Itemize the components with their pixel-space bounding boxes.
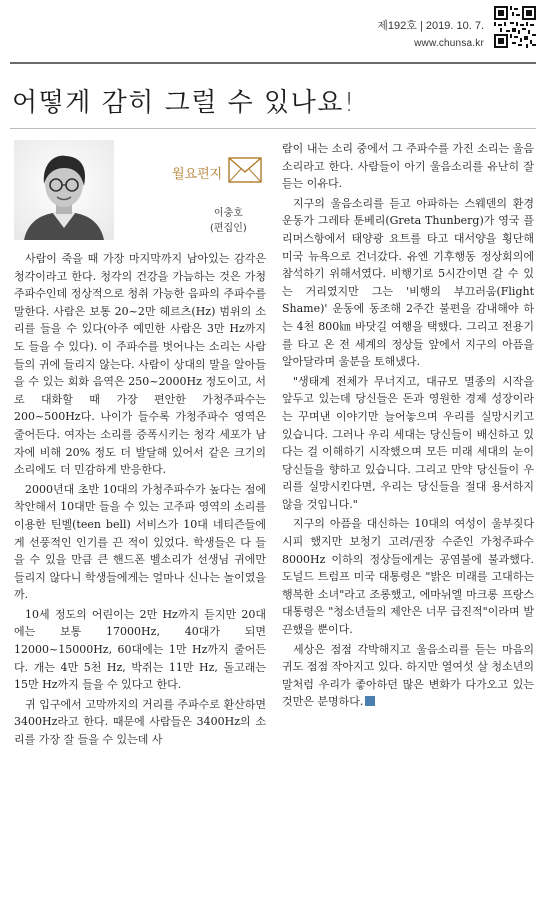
author-role: (편집인) <box>210 223 247 234</box>
quote-paragraph: "생태계 전체가 무너지고, 대규모 멸종의 시작을 앞두고 있는데 당신들은 돈과 영원한 경제 성장이라는 꾸며낸 이야기만 늘어놓으며 우리를 실망시키고 있습니다. 그러나 우리 세대는 당신들이 배신하고 있다는 걸 이해하기 시작했으며 모든 미래 세대의 눈이 당신들을 향하고 있습니다. 그리고 만약 당신들이 우리를 실망시킨다면, 우리는 당신들을 절대 용서하지 않을 것입니다." <box>282 374 534 511</box>
top-divider <box>10 62 536 64</box>
issue-date: 2019. 10. 7. <box>425 20 484 32</box>
issue-date-line <box>377 18 484 35</box>
paragraph: 지구의 아픔을 대신하는 10대의 여성이 울부짖다시피 했지만 보청기 고려/권장 수준인 가청주파수 8000Hz 이하의 정상들에게는 공염불에 불과했다. 도널드 트럼프 미국 대통령은 "밝은 미래를 고대하는 행복한 소녀"라고 조롱했고, 에마뉘엘 마크롱 프랑스 대통령은 "청소년들의 제안은 너무 급진적"이라며 발끈했을 뿐이다. <box>282 517 534 637</box>
closing-text: 세상은 점점 각박해지고 울음소리를 듣는 마음의 귀도 점점 작아지고 있다. 하지만 열여섯 살 청소년의 말처럼 우리가 좋아하던 많은 변화가 다가오고 있는 것만은 분명하다. <box>282 642 534 709</box>
paragraph: 2000년대 초반 10대의 가청주파수가 높다는 점에 착안해서 10대만 들을 수 있는 고주파 영역의 소리를 이용한 틴벨(teen bell) 서비스가 10대 네티즌들에게 선풍적인 인기를 끈 적이 있었다. 학생들은 다 들을 수 있을 만큼 큰 핸드폰 벨소리가 선생님 귀에만 들리지 않다니 학생들에게는 얼마나 신나는 놀이였을까. <box>14 482 266 602</box>
paragraph: 귀 입구에서 고막까지의 거리를 주파수로 환산하면 3400Hz라고 한다. 때문에 사람들은 3400Hz의 소리를 가장 잘 들을 수 있는데 사 <box>14 697 266 747</box>
envelope-icon <box>228 157 262 183</box>
author-name: 이충호 <box>213 208 243 219</box>
end-mark-icon <box>365 696 375 706</box>
paragraph: 10세 정도의 어린이는 2만 Hz까지 듣지만 20대에는 보통 17000Hz, 40대가 되면 12000~15000Hz, 60대에는 1만 Hz까지 줄어든다. 개는 4만 5천 Hz, 박쥐는 11만 Hz, 돌고래는 15만 Hz까지 들을 수 있다고 한다. <box>14 607 266 692</box>
separator: | <box>419 20 426 32</box>
article-headline: 어떻게 감히 그럴 수 있나요! <box>12 88 356 118</box>
paragraph: 사람이 죽을 때 가장 마지막까지 남아있는 감각은 청각이라고 한다. 청각의 건강을 가늠하는 것은 가청주파수인데 정상적으로 청취 가능한 음파의 주파수를 말한다. 사람은 보통 20~2만 헤르츠(Hz) 범위의 소리를 들을 수 있다(아주 예민한 사람은 3만 Hz까지도 들을 수 있다). 이 주파수를 벗어나는 소리는 사람들의 귀에 들리지 않는다. 사람이 상대의 말을 알아들을 수 있는 회화 음역은 250~2000Hz 정도이고, 서로 대화할 때 가장 편안한 가청주파수는 200~500Hz다. 나이가 들수록 가청주파수 영역은 줄어든다. 여자는 소리를 증폭시키는 청각 세포가 남자에 비해 20% 정도 더 발달해 있어서 같은 크기의 소리에도 더 민감하게 반응한다. <box>14 252 266 477</box>
masthead-meta <box>377 18 484 52</box>
paragraph: 지구의 울음소리를 듣고 아파하는 스웨덴의 환경 운동가 그레타 툰베리(Greta Thunberg)가 영국 플리머스항에서 태양광 요트를 타고 대서양을 횡단해 미국 뉴욕으로 건너갔다. 유엔 기후행동 정상회의에 참석하기 위해서였다. 비행기로 5시간이면 갈 수 있는 거리였지만 그는 '비행의 부끄러움(Flight Shame)' 운동에 동조해 2주간 불편을 감내해야 하는 4천 800㎞ 바닷길 여행을 택했다. 그리고 전용기를 타고 온 전 세계의 정상들 앞에서 지구의 아픔을 알아달라며 울분을 토해냈다. <box>282 196 534 369</box>
article-column-left <box>14 250 266 749</box>
closing-paragraph <box>282 641 534 711</box>
author-byline <box>210 206 247 236</box>
section-label: 월요편지 <box>172 167 223 182</box>
paragraph: 람이 내는 소리 중에서 그 주파수를 가진 소리는 울음소리라고 한다. 사람들이 아기 울음소리를 유난히 잘 듣는 이유다. <box>282 142 534 191</box>
issue-number: 제192호 <box>377 20 417 32</box>
qr-code-icon[interactable] <box>494 6 536 48</box>
headline-divider <box>10 128 536 129</box>
author-photo <box>14 140 114 240</box>
site-url[interactable]: www.chunsa.kr <box>414 38 484 49</box>
article-column-right <box>282 140 534 711</box>
